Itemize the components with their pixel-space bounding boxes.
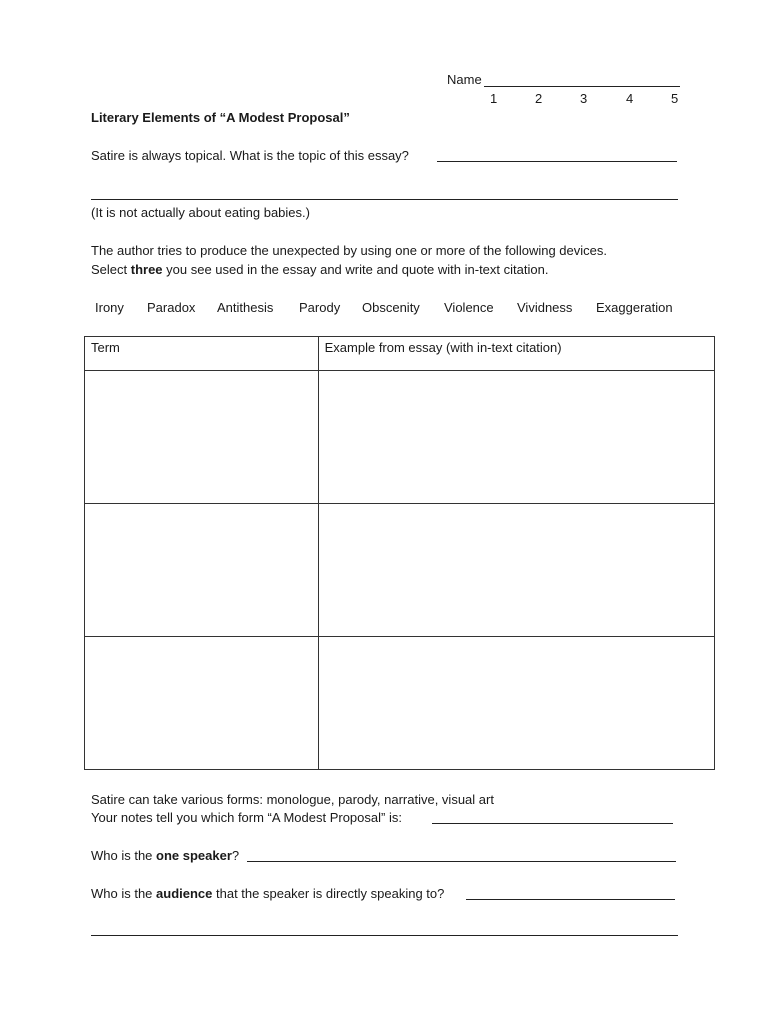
speaker-answer-line[interactable]: [247, 861, 676, 862]
audience-answer-line-2[interactable]: [91, 935, 678, 936]
device-term: Violence: [444, 300, 494, 315]
score-option-4[interactable]: 4: [626, 91, 634, 106]
score-option-3[interactable]: 3: [580, 91, 588, 106]
term-column-header: [85, 337, 319, 371]
device-term: Exaggeration: [596, 300, 673, 315]
term-cell[interactable]: [85, 637, 319, 770]
audience-question-post: that the speaker is directly speaking to?: [212, 886, 445, 901]
forms-statement: Satire can take various forms: monologue, parody, narrative, visual art: [91, 792, 494, 807]
worksheet-title: Literary Elements of “A Modest Proposal”: [91, 110, 350, 125]
speaker-question-post: ?: [231, 848, 240, 863]
example-cell[interactable]: [318, 371, 714, 504]
devices-instruction-1: The author tries to produce the unexpected by using one or more of the following devices.: [91, 243, 607, 258]
devices-instruction-2-bold: three: [130, 262, 163, 277]
name-field[interactable]: [484, 86, 680, 87]
devices-instruction-2-post: you see used in the essay and write and quote with in-text citation.: [162, 262, 549, 277]
devices-instruction-2: [91, 263, 548, 276]
devices-table: [84, 336, 715, 770]
example-cell[interactable]: [318, 504, 714, 637]
score-option-1[interactable]: 1: [490, 91, 498, 106]
device-term: Obscenity: [362, 300, 420, 315]
device-term: Irony: [95, 300, 124, 315]
example-column-header: [318, 337, 714, 371]
example-header-label: Example from essay (with in-text citation): [324, 340, 562, 355]
example-cell[interactable]: [318, 637, 714, 770]
score-option-2[interactable]: 2: [535, 91, 543, 106]
topic-question: Satire is always topical. What is the topic of this essay?: [91, 148, 409, 163]
name-label: Name: [447, 72, 482, 87]
speaker-question: [91, 849, 239, 862]
table-row: [85, 504, 715, 637]
form-answer-line[interactable]: [432, 823, 673, 824]
audience-question: [91, 887, 444, 900]
device-term: Paradox: [147, 300, 196, 315]
score-option-5[interactable]: 5: [671, 91, 679, 106]
term-cell[interactable]: [85, 504, 319, 637]
term-header-label: Term: [91, 340, 120, 355]
audience-question-bold: audience: [156, 886, 213, 901]
table-row: [85, 637, 715, 770]
device-term: Antithesis: [217, 300, 274, 315]
audience-answer-line-1[interactable]: [466, 899, 675, 900]
table-row: [85, 371, 715, 504]
topic-note: (It is not actually about eating babies.): [91, 205, 310, 220]
device-term: Vividness: [517, 300, 573, 315]
topic-answer-line-1[interactable]: [437, 161, 677, 162]
speaker-question-pre: Who is the: [91, 848, 157, 863]
device-term: Parody: [299, 300, 341, 315]
devices-instruction-2-pre: Select: [91, 262, 131, 277]
speaker-question-bold: one speaker: [156, 848, 232, 863]
topic-answer-line-2[interactable]: [91, 199, 678, 200]
form-question: Your notes tell you which form “A Modest Proposal” is:: [91, 810, 402, 825]
table-header-row: [85, 337, 715, 371]
audience-question-pre: Who is the: [91, 886, 157, 901]
term-cell[interactable]: [85, 371, 319, 504]
